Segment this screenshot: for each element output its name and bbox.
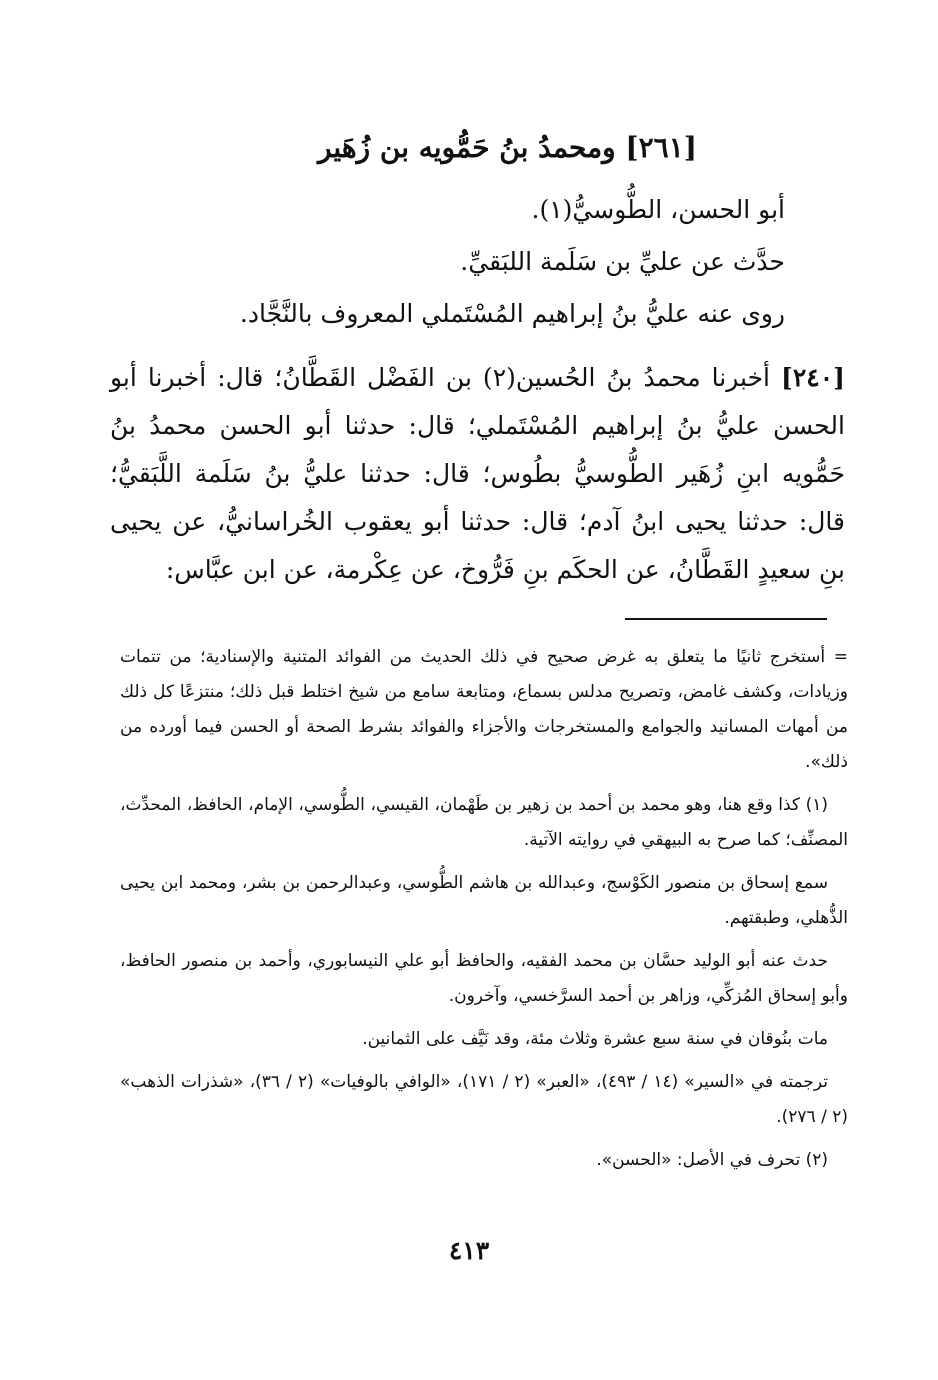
footnote-continuation: = أستخرج ثانيًا ما يتعلق به غرض صحيح في ذلك الحديث من الفوائد المتنية والإسنادية؛ من تتمات وزيادات، وكشف غامض، وتصريح مدلس بسماع، ومتابعة سامع من شيخ اختلط قبل ذلك؛ منتزعًا كل ذلك من أمهات المسانيد والجوامع والمستخرجات والأجزاء والفوائد بشرط الصحة أو الحسن فيما أورده من ذلك».: [120, 647, 848, 772]
footnote-separator: [625, 618, 827, 620]
entry-heading: [٢٦١] ومحمدُ بنُ حَمُّويه بن زُهَير: [317, 131, 697, 164]
entry-line-narrated-from: حدَّث عن عليِّ بن سَلَمة اللبَقيِّ.: [460, 247, 785, 276]
footnotes: [120, 640, 848, 1186]
footnote-1-students: حدث عنه أبو الوليد حسَّان بن محمد الفقيه، والحافظ أبو علي النيسابوري، وأحمد بن منصور الحافظ، وأبو إسحاق المُزكِّي، وزاهر بن أحمد السرَّخسي، وآخرون.: [120, 951, 848, 1006]
hadith-number: [٢٤٠]: [781, 363, 846, 392]
footnote-2: (٢) تحرف في الأصل: «الحسن».: [596, 1150, 828, 1170]
footnote-1-sources: ترجمته في «السير» (١٤ / ٤٩٣)، «العبر» (٢ / ١٧١)، «الوافي بالوفيات» (٢ / ٣٦)، «شذرات الذهب» (٢ / ٢٧٦).: [120, 1072, 848, 1127]
entry-line-kunya: أبو الحسن، الطُّوسيُّ(١).: [531, 195, 785, 224]
footnote-1: (١) كذا وقع هنا، وهو محمد بن أحمد بن زهير بن طَهْمان، القيسي، الطُّوسي، الإمام، الحافظ، المحدِّث، المصنِّف؛ كما صرح به البيهقي في روايته الآتية.: [120, 795, 848, 850]
page-number: ٤١٣: [448, 1236, 490, 1265]
hadith-paragraph: [110, 354, 845, 594]
footnote-1-teachers: سمع إسحاق بن منصور الكَوْسج، وعبدالله بن هاشم الطُّوسي، وعبدالرحمن بن بشر، ومحمد ابن يحيى الذُّهلي، وطبقتهم.: [120, 873, 848, 928]
hadith-text: أخبرنا محمدُ بنُ الحُسين(٢) بن الفَضْل القَطَّانُ؛ قال: أخبرنا أبو الحسن عليُّ بنُ إبراهيم المُسْتَملي؛ قال: حدثنا أبو الحسن محمدُ بنُ حَمُّويه ابنِ زُهَير الطُّوسيُّ بطُوس؛ قال: حدثنا عليُّ بنُ سَلَمة اللَّبَقيُّ؛ قال: حدثنا يحيى ابنُ آدم؛ قال: حدثنا أبو يعقوب الخُراسانيُّ، عن يحيى بنِ سعيدٍ القَطَّانُ، عن الحكَم بنِ فَرُّوخ، عن عِكْرمة، عن ابن عبَّاس:: [110, 363, 845, 584]
footnote-1-death: مات بنُوقان في سنة سبع عشرة وثلاث مئة، وقد نَيَّف على الثمانين.: [362, 1029, 828, 1049]
main-text: [110, 124, 845, 594]
entry-line-narrated-by: روى عنه عليُّ بنُ إبراهيم المُسْتَملي المعروف بالنَّجَّاد.: [239, 299, 785, 328]
